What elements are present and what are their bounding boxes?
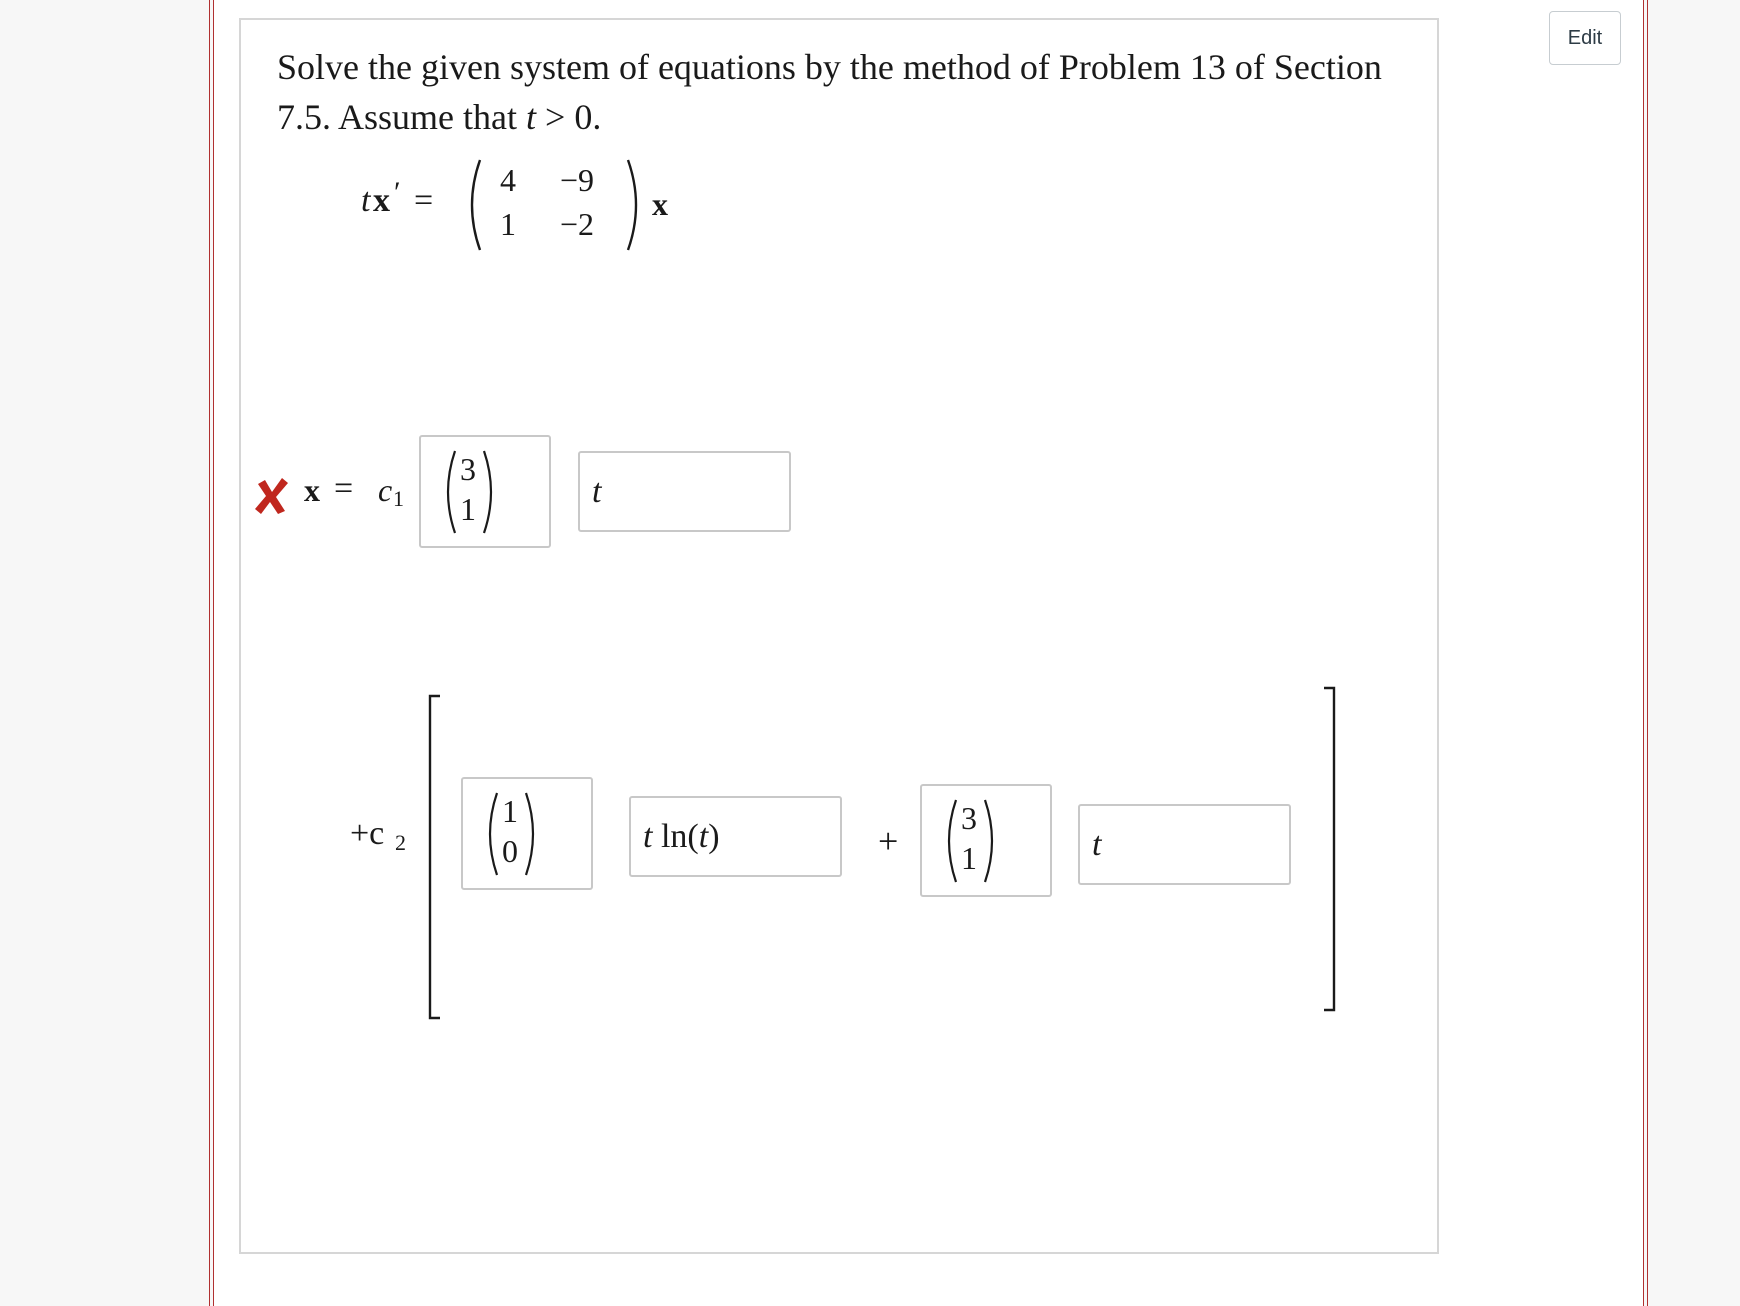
- answer-c2-subscript: 2: [395, 830, 406, 855]
- eq-rhs-x: x: [652, 186, 668, 222]
- answer-plus-c2: [350, 815, 384, 853]
- incorrect-x-icon: [252, 476, 292, 516]
- matrix-left-paren: [462, 158, 484, 252]
- scalar-2-t: t: [643, 817, 653, 855]
- eq-prime: ′: [394, 176, 401, 209]
- answer-vector-1-box[interactable]: [419, 435, 551, 548]
- prompt-text-end: > 0.: [536, 97, 602, 137]
- eq-lhs-t: t: [361, 182, 371, 219]
- answer-c1: c: [378, 472, 393, 508]
- big-right-bracket: [1320, 686, 1338, 1012]
- scalar-2-arg: t: [698, 817, 709, 855]
- vector-2-bottom: 0: [502, 833, 518, 869]
- eq-lhs-x: x: [373, 182, 390, 219]
- matrix-right-paren: [624, 158, 646, 252]
- answer-plus: +: [878, 821, 899, 861]
- scalar-2-close: ): [708, 817, 720, 855]
- edit-button[interactable]: Edit: [1549, 11, 1621, 65]
- answer-vector-2-box[interactable]: [461, 777, 593, 890]
- vector-2-right-paren: [522, 791, 542, 877]
- matrix-cell-r2c1: 1: [500, 206, 516, 242]
- matrix-cell-r1c2: −9: [560, 162, 595, 198]
- answer-vector-3-box[interactable]: [920, 784, 1052, 897]
- vector-1-top: 3: [460, 451, 476, 487]
- scalar-2-fn: ln(: [652, 817, 699, 855]
- eq-equals: =: [414, 182, 434, 219]
- vector-1-right-paren: [480, 449, 500, 535]
- left-border-rail: [209, 0, 214, 1306]
- answer-equals: =: [334, 470, 354, 507]
- vector-3-top: 3: [961, 800, 977, 836]
- right-border-rail: [1643, 0, 1648, 1306]
- big-left-bracket: [426, 694, 444, 1020]
- matrix-cell-r1c1: 4: [500, 162, 516, 198]
- question-prompt: [277, 42, 1397, 142]
- answer-c1-subscript: 1: [393, 486, 404, 511]
- answer-x-label: x: [304, 472, 320, 508]
- answer-scalar-2-input[interactable]: [629, 796, 842, 877]
- vector-1-bottom: 1: [460, 491, 476, 527]
- answer-scalar-2-value: [643, 818, 720, 856]
- vector-3-bottom: 1: [961, 840, 977, 876]
- prompt-text: Solve the given system of equations by the method of Problem 13 of Section 7.5. Assume that: [277, 47, 1382, 137]
- matrix-cell-r2c2: −2: [560, 206, 595, 242]
- answer-scalar-3-value: t: [1092, 825, 1102, 863]
- answer-scalar-1-value: t: [592, 472, 602, 510]
- answer-scalar-3-input[interactable]: [1078, 804, 1291, 885]
- prompt-variable: t: [526, 97, 537, 137]
- vector-2-top: 1: [502, 793, 518, 829]
- answer-scalar-1-input[interactable]: [578, 451, 791, 532]
- vector-3-right-paren: [981, 798, 1001, 884]
- plus-c2-text: +c: [350, 815, 385, 852]
